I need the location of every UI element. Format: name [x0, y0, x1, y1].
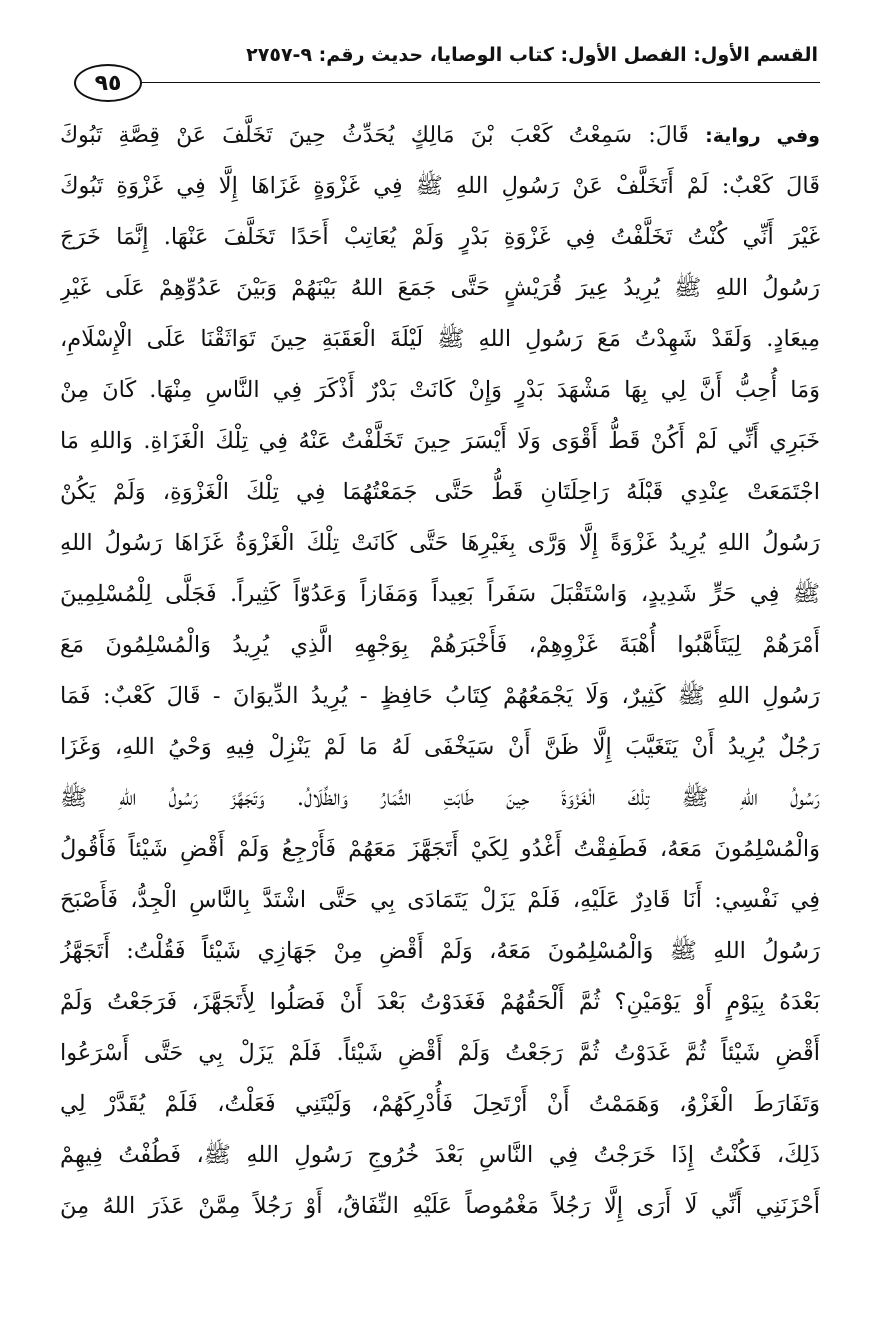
running-header: القسم الأول: الفصل الأول: كتاب الوصايا، حديث رقم: ٩-٢٧٥٧ [246, 44, 818, 66]
hadith-text [60, 110, 820, 1232]
text-line: بَعْدَهُ بِيَوْمٍ أَوْ يَوْمَيْنِ؟ ثُمَّ أَلْحَقُهُمْ فَغَدَوْتُ بَعْدَ أَنْ فَصَلُوا لِأَتَجَهَّزَ، فَرَجَعْتُ وَلَمْ [60, 989, 820, 1015]
text-line: رَسُولُ اللهِ ﷺ تِلْكَ الْغَزْوَةَ حِينَ طَابَتِ الثِّمَارُ وَالظِّلَالُ. وَتَجَهَّزَ رَسُولُ اللهِ ﷺ [60, 785, 820, 811]
text-line: وَمَا أُحِبُّ أَنَّ لِي بِهَا مَشْهَدَ بَدْرٍ وَإِنْ كَانَتْ بَدْرٌ أَذْكَرَ فِي النَّاسِ مِنْهَا. كَانَ مِنْ [60, 377, 820, 403]
text-line: فِي نَفْسِي: أَنَا قَادِرٌ عَلَيْهِ، فَلَمْ يَزَلْ يَتَمَادَى بِي حَتَّى اشْتَدَّ بِالنَّاسِ الْجِدُّ، فَأَصْبَحَ [60, 887, 820, 913]
text-line: وَتَفَارَطَ الْغَزْوُ، وَهَمَمْتُ أَنْ أَرْتَحِلَ فَأُدْرِكَهُمْ، وَلَيْتَنِي فَعَلْتُ، فَلَمْ يُقَدَّرْ لِي [60, 1091, 820, 1117]
text-line: مِيعَادٍ. وَلَقَدْ شَهِدْتُ مَعَ رَسُولِ اللهِ ﷺ لَيْلَةَ الْعَقَبَةِ حِينَ تَوَاثَقْنَا عَلَى الْإِسْلَامِ، [60, 326, 820, 352]
text-line [60, 110, 820, 161]
page-number-badge: ٩٥ [74, 64, 142, 102]
text-line: أَحْزَنَنِي أَنِّي لَا أَرَى إِلَّا رَجُلاً مَغْمُوصاً عَلَيْهِ النِّفَاقُ، أَوْ رَجُلاً مِمَّنْ عَذَرَ اللهُ مِنَ [60, 1193, 820, 1219]
text-line: ذَلِكَ، فَكُنْتُ إِذَا خَرَجْتُ فِي النَّاسِ بَعْدَ خُرُوجِ رَسُولِ اللهِ ﷺ، فَطُفْتُ فِيهِمْ [60, 1142, 820, 1168]
text-line: خَبَرِي أَنِّي لَمْ أَكُنْ قَطُّ أَقْوَى وَلَا أَيْسَرَ حِينَ تَخَلَّفْتُ عَنْهُ فِي تِلْكَ الْغَزَاةِ. وَاللهِ مَا [60, 428, 820, 454]
text-line: رَسُولُ اللهِ ﷺ يُرِيدُ عِيرَ قُرَيْشٍ حَتَّى جَمَعَ اللهُ بَيْنَهُمْ وَبَيْنَ عَدُوِّهِمْ عَلَى غَيْرِ [60, 275, 820, 301]
text-line: ﷺ فِي حَرٍّ شَدِيدٍ، وَاسْتَقْبَلَ سَفَراً بَعِيداً وَمَفَازاً وَعَدُوّاً كَثِيراً. فَجَلَّى لِلْمُسْلِمِينَ [60, 581, 820, 607]
text-line: رَسُولِ اللهِ ﷺ كَثِيرٌ، وَلَا يَجْمَعُهُمْ كِتَابُ حَافِظٍ - يُرِيدُ الدِّيوَانَ - قَالَ كَعْبٌ: فَمَا [60, 683, 820, 709]
text-line: أَمْرَهُمْ لِيَتَأَهَّبُوا أُهْبَةَ غَزْوِهِمْ، فَأَخْبَرَهُمْ بِوَجْهِهِ الَّذِي يُرِيدُ وَالْمُسْلِمُونَ مَعَ [60, 632, 820, 658]
text-line: قَالَ كَعْبٌ: لَمْ أَتَخَلَّفْ عَنْ رَسُولِ اللهِ ﷺ فِي غَزْوَةٍ غَزَاهَا إِلَّا فِي غَزْوَةِ تَبُوكَ [60, 173, 820, 199]
header-rule [140, 82, 820, 83]
text-line: اجْتَمَعَتْ عِنْدِي قَبْلَهُ رَاحِلَتَانِ قَطُّ حَتَّى جَمَعْتُهُمَا فِي تِلْكَ الْغَزْوَةِ، وَلَمْ يَكُنْ [60, 479, 820, 505]
text-line: غَيْرَ أَنِّي كُنْتُ تَخَلَّفْتُ فِي غَزْوَةِ بَدْرٍ وَلَمْ يُعَاتِبْ أَحَدًا تَخَلَّفَ عَنْهَا. إِنَّمَا خَرَجَ [60, 224, 820, 250]
text-line: وَالْمُسْلِمُونَ مَعَهُ، فَطَفِقْتُ أَغْدُو لِكَيْ أَتَجَهَّزَ مَعَهُمْ فَأَرْجِعُ وَلَمْ أَقْضِ شَيْئاً فَأَقُولُ [60, 836, 820, 862]
text-line: رَسُولُ اللهِ يُرِيدُ غَزْوَةً إِلَّا وَرَّى بِغَيْرِهَا حَتَّى كَانَتْ تِلْكَ الْغَزْوَةُ غَزَاهَا رَسُولُ اللهِ [60, 530, 820, 556]
text-line: أَقْضِ شَيْئاً ثُمَّ غَدَوْتُ ثُمَّ رَجَعْتُ وَلَمْ أَقْضِ شَيْئاً. فَلَمْ يَزَلْ بِي حَتَّى أَسْرَعُوا [60, 1040, 820, 1066]
line-text: قَالَ: سَمِعْتُ كَعْبَ بْنَ مَالِكٍ يُحَدِّثُ حِينَ تَخَلَّفَ عَنْ قِصَّةِ تَبُوكَ [60, 123, 689, 148]
text-line: رَجُلٌ يُرِيدُ أَنْ يَتَغَيَّبَ إِلَّا ظَنَّ أَنْ سَيَخْفَى لَهُ مَا لَمْ يَنْزِلْ فِيهِ وَحْيُ اللهِ، وَغَزَا [60, 734, 820, 760]
intro-label: وفي رواية: [705, 125, 820, 147]
text-line: رَسُولُ اللهِ ﷺ وَالْمُسْلِمُونَ مَعَهُ، وَلَمْ أَقْضِ مِنْ جَهَازِي شَيْئاً فَقُلْتُ: أَتَجَهَّزُ [60, 938, 820, 964]
